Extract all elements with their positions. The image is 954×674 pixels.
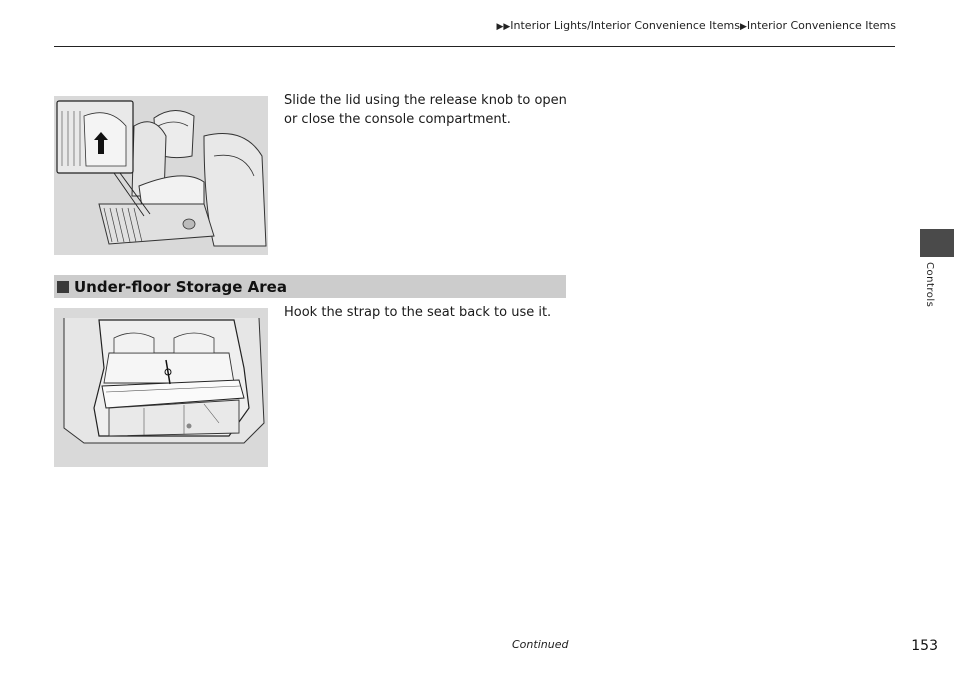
chapter-label: Controls bbox=[924, 262, 935, 308]
section-title: Under-floor Storage Area bbox=[74, 277, 287, 296]
page-number: 153 bbox=[911, 638, 938, 654]
storage-drawing bbox=[54, 308, 268, 467]
breadcrumb bbox=[496, 19, 896, 32]
right-triangle-icon: ▶ bbox=[739, 22, 747, 32]
storage-illustration bbox=[54, 308, 268, 467]
chapter-tab[interactable] bbox=[920, 229, 954, 257]
console-drawing bbox=[54, 96, 268, 255]
console-instructions: Slide the lid using the release knob to open or close the console compartment. bbox=[284, 93, 567, 127]
breadcrumb-item[interactable]: Interior Lights/Interior Convenience Items bbox=[510, 19, 740, 32]
section-heading bbox=[54, 275, 566, 298]
right-triangle-icon: ▶▶ bbox=[496, 22, 511, 32]
breadcrumb-item[interactable]: Interior Convenience Items bbox=[746, 19, 896, 32]
filled-square-icon bbox=[57, 281, 69, 293]
continued-label: Continued bbox=[512, 638, 569, 651]
storage-instructions: Hook the strap to the seat back to use it. bbox=[284, 305, 552, 320]
console-illustration bbox=[54, 96, 268, 255]
header-rule bbox=[54, 46, 895, 47]
